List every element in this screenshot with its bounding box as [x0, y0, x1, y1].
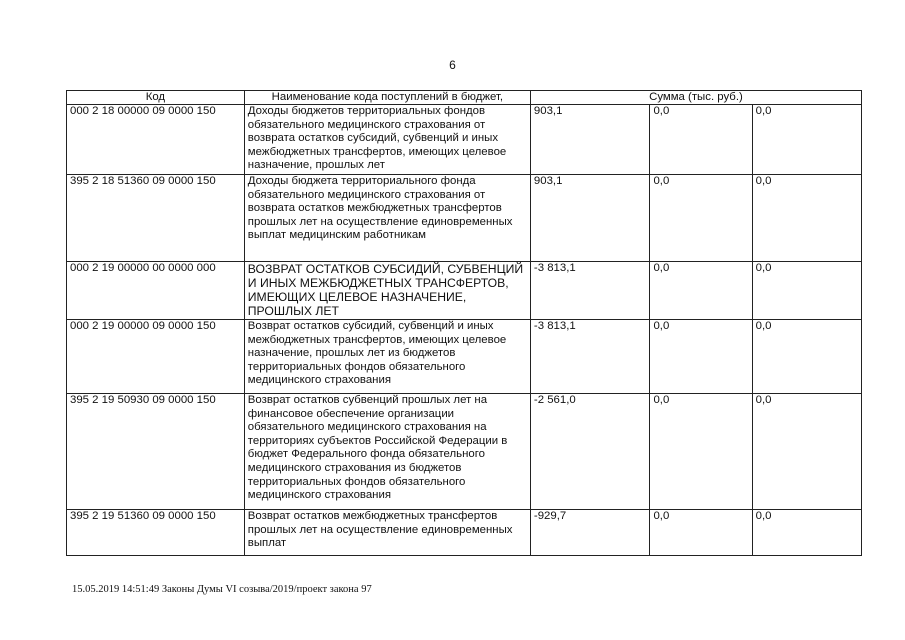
row-amount-3: 0,0 [752, 320, 861, 394]
page-number: 6 [449, 58, 456, 72]
row-amount-2: 0,0 [650, 105, 752, 175]
document-footer: 15.05.2019 14:51:49 Законы Думы VI созыва/2019/проект закона 97 [72, 584, 372, 595]
revenue-table [66, 90, 862, 556]
row-name: Доходы бюджетов территориальных фондов обязательного медицинского страхования от возврата остатков субсидий, субвенций и иных межбюджетных трансфертов, имеющих целевое назначение, прошлых лет [244, 105, 530, 175]
row-amount-2: 0,0 [650, 175, 752, 262]
table-row [67, 262, 862, 320]
row-code: 395 2 19 51360 09 0000 150 [67, 510, 245, 556]
header-name: Наименование кода поступлений в бюджет, [244, 91, 530, 105]
table-row [67, 394, 862, 510]
row-name: Возврат остатков межбюджетных трансфертов прошлых лет на осуществление единовременных выплат [244, 510, 530, 556]
table-row [67, 175, 862, 262]
row-amount-2: 0,0 [650, 262, 752, 320]
row-code: 000 2 18 00000 09 0000 150 [67, 105, 245, 175]
row-amount-1: -2 561,0 [530, 394, 650, 510]
row-code: 395 2 18 51360 09 0000 150 [67, 175, 245, 262]
row-amount-1: -929,7 [530, 510, 650, 556]
row-amount-3: 0,0 [752, 105, 861, 175]
row-amount-2: 0,0 [650, 510, 752, 556]
row-amount-1: -3 813,1 [530, 320, 650, 394]
row-code: 395 2 19 50930 09 0000 150 [67, 394, 245, 510]
table-row [67, 320, 862, 394]
row-name: Доходы бюджета территориального фонда обязательного медицинского страхования от возврата остатков межбюджетных трансфертов прошлых лет на осуществление единовременных выплат медицинским работникам [244, 175, 530, 262]
row-code: 000 2 19 00000 09 0000 150 [67, 320, 245, 394]
row-name: Возврат остатков субсидий, субвенций и иных межбюджетных трансфертов, имеющих целевое назначение, прошлых лет из бюджетов территориальных фондов обязательного медицинского страхования [244, 320, 530, 394]
table-row [67, 105, 862, 175]
header-amount: Сумма (тыс. руб.) [530, 91, 861, 105]
row-amount-3: 0,0 [752, 175, 861, 262]
table-header-row [67, 91, 862, 105]
row-amount-2: 0,0 [650, 394, 752, 510]
row-amount-3: 0,0 [752, 262, 861, 320]
row-name: ВОЗВРАТ ОСТАТКОВ СУБСИДИЙ, СУБВЕНЦИЙ И ИНЫХ МЕЖБЮДЖЕТНЫХ ТРАНСФЕРТОВ, ИМЕЮЩИХ ЦЕЛЕВОЕ НАЗНАЧЕНИЕ, ПРОШЛЫХ ЛЕТ [244, 262, 530, 320]
row-amount-1: -3 813,1 [530, 262, 650, 320]
header-code: Код [67, 91, 245, 105]
row-amount-1: 903,1 [530, 175, 650, 262]
table-row [67, 510, 862, 556]
row-amount-2: 0,0 [650, 320, 752, 394]
row-amount-1: 903,1 [530, 105, 650, 175]
row-code: 000 2 19 00000 00 0000 000 [67, 262, 245, 320]
row-amount-3: 0,0 [752, 394, 861, 510]
row-amount-3: 0,0 [752, 510, 861, 556]
row-name: Возврат остатков субвенций прошлых лет на финансовое обеспечение организации обязательного медицинского страхования на территориях субъектов Российской Федерации в бюджет Федерального фонда обязательного медицинского страхования из бюджетов территориальных фондов обязательного медицинского страхования [244, 394, 530, 510]
